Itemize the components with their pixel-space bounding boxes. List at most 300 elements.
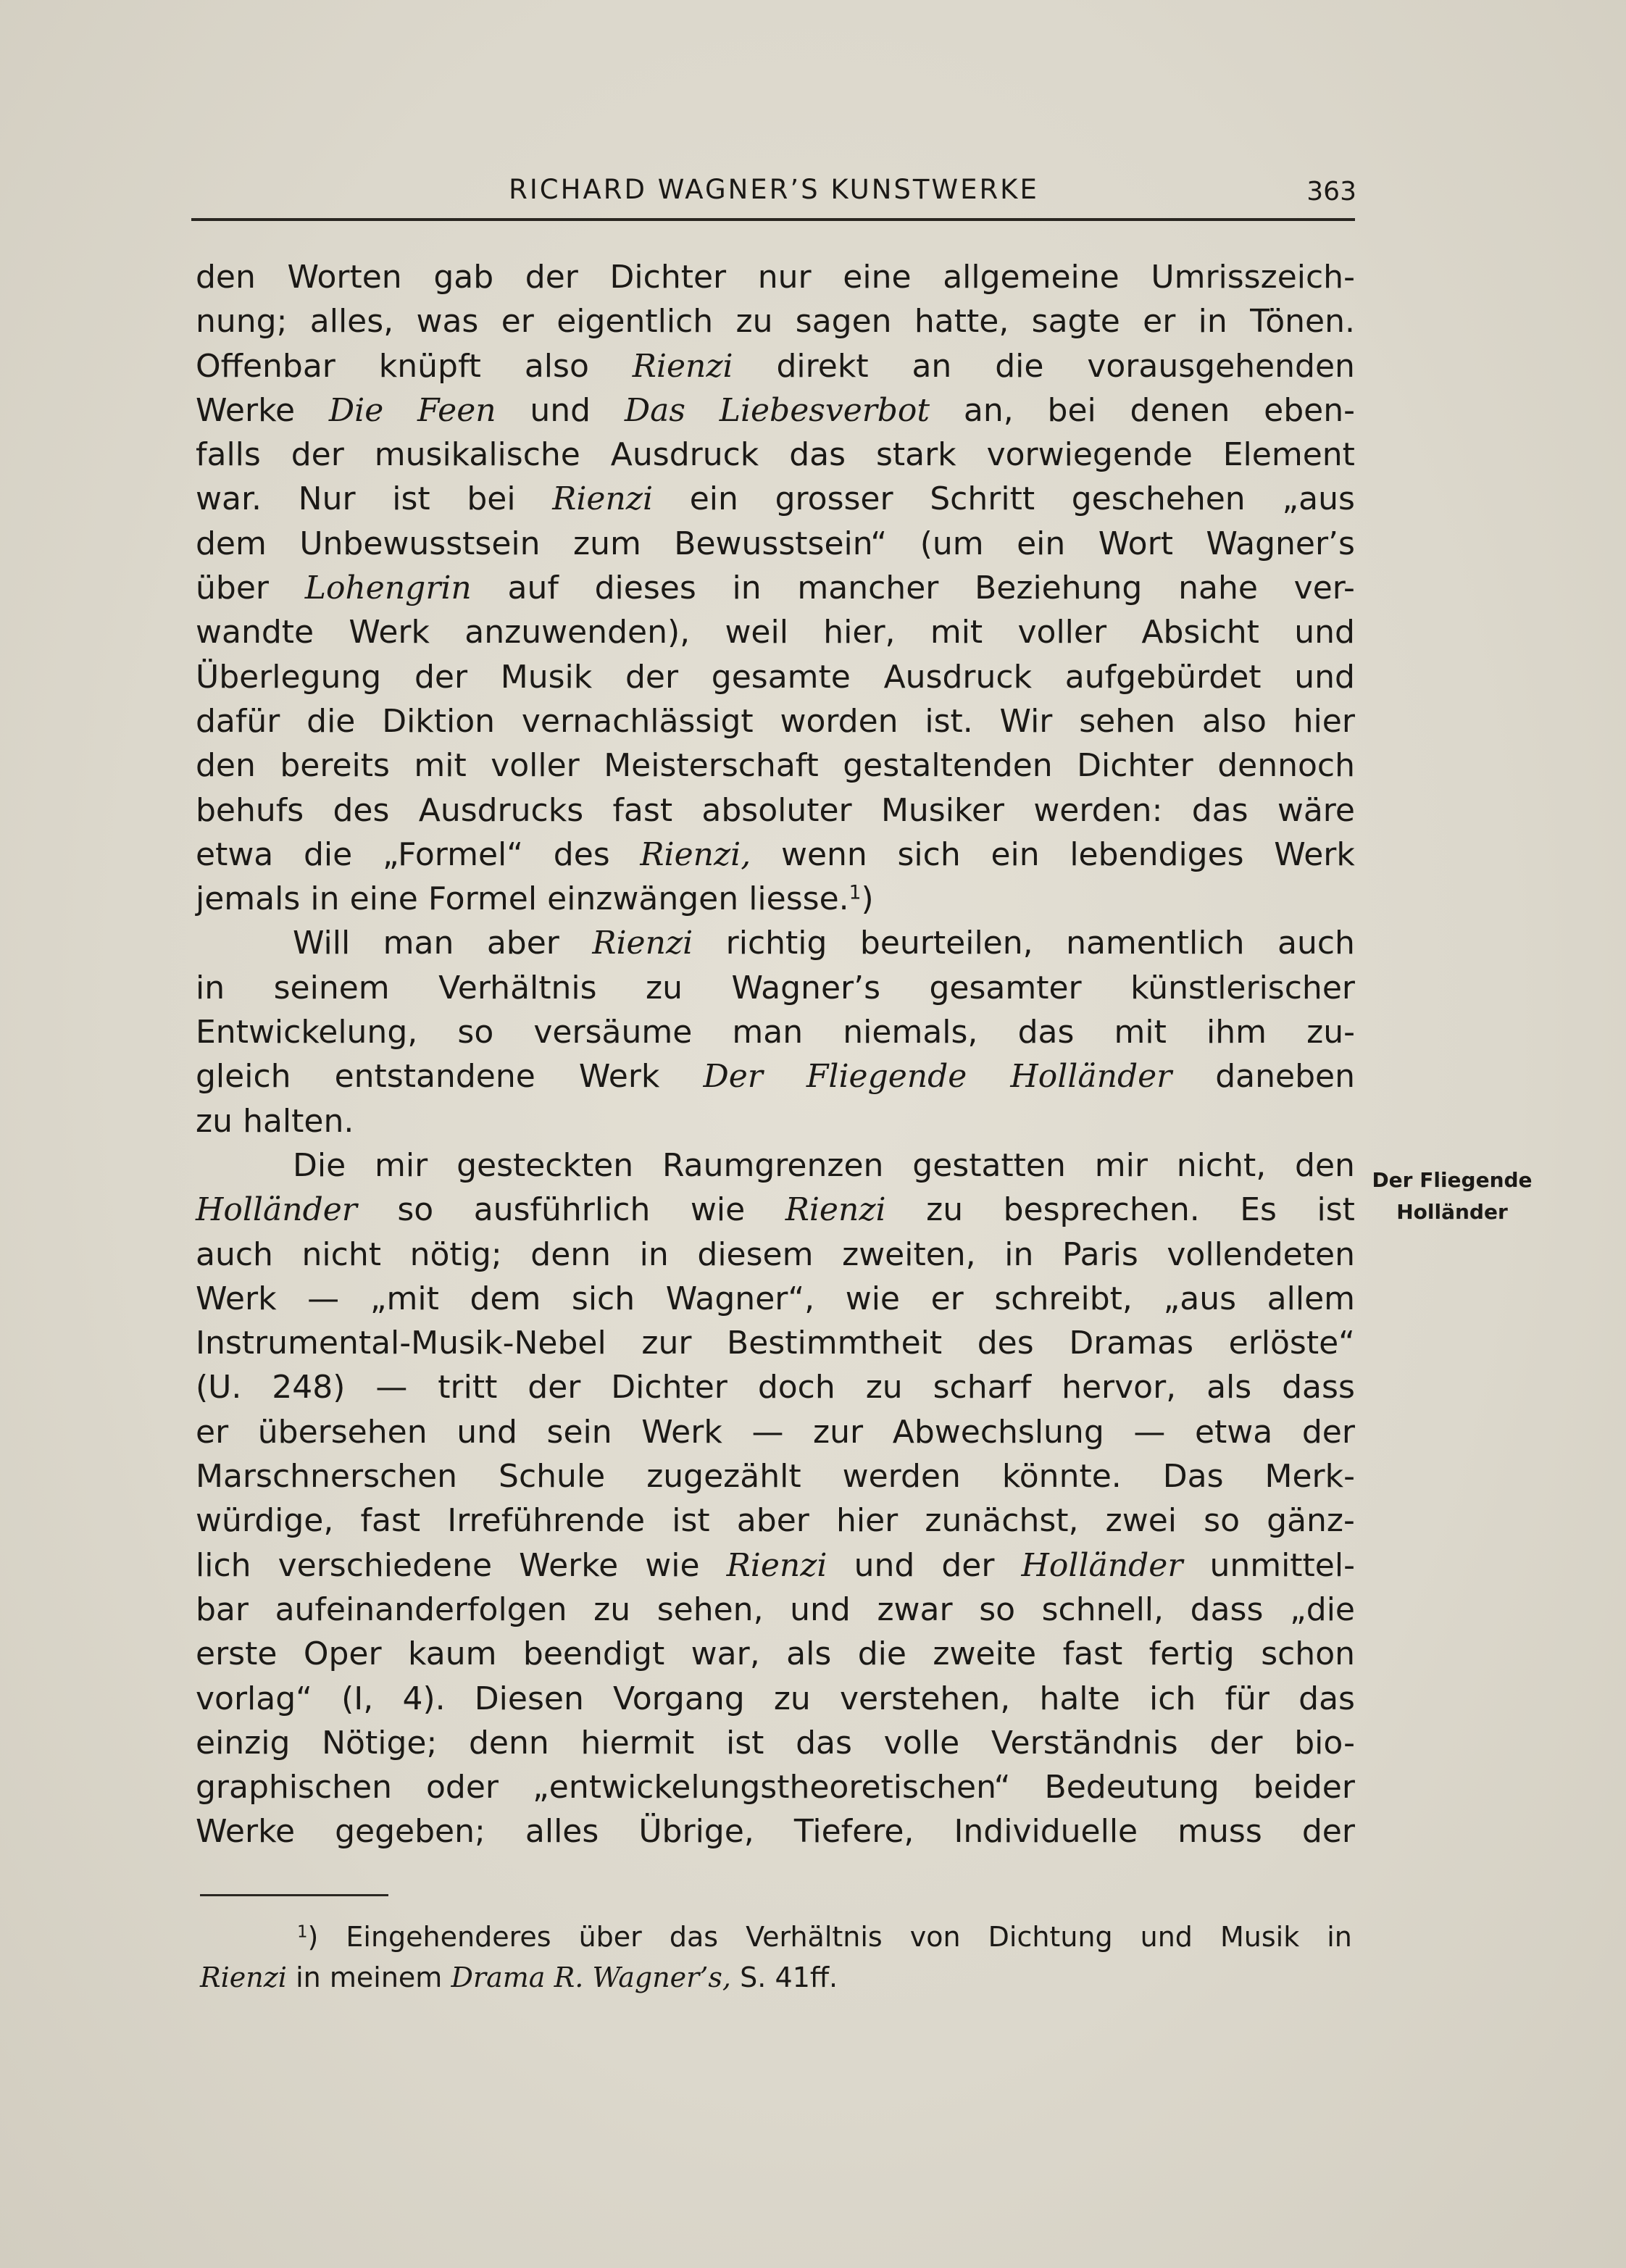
word	[469, 1721, 549, 1765]
text: man	[732, 1014, 804, 1051]
text: so	[979, 1590, 1016, 1628]
word	[758, 1365, 835, 1409]
word	[397, 1188, 433, 1232]
word	[382, 699, 495, 743]
word	[196, 1543, 251, 1588]
text: würdige,	[196, 1502, 334, 1540]
text: falls	[196, 436, 261, 474]
text: allgemeine	[943, 259, 1120, 296]
word	[703, 1054, 762, 1098]
text: alles,	[309, 303, 394, 341]
text: nahe	[1178, 570, 1258, 607]
word	[1000, 699, 1053, 743]
text: zugezählt	[646, 1458, 801, 1496]
text: der	[525, 259, 578, 296]
word	[796, 299, 892, 343]
word	[1293, 699, 1355, 743]
word	[625, 388, 685, 433]
word	[858, 1632, 906, 1676]
word	[666, 1277, 814, 1321]
text: so	[1204, 1502, 1241, 1540]
word	[196, 610, 314, 654]
text: der	[1209, 1724, 1263, 1762]
word	[196, 1588, 249, 1632]
word	[383, 833, 523, 877]
text-line	[196, 655, 1355, 699]
text: ist	[392, 480, 430, 518]
word	[1302, 1809, 1355, 1854]
text-line	[196, 1588, 1355, 1632]
text: und	[1294, 658, 1355, 696]
text: anzuwenden),	[464, 614, 691, 651]
word	[1069, 1321, 1193, 1365]
word	[843, 1454, 961, 1498]
text: Formel	[428, 880, 538, 918]
word	[525, 255, 578, 299]
text-line	[196, 1233, 1355, 1277]
word	[1209, 1543, 1355, 1588]
word	[196, 655, 381, 699]
text: Dichter	[609, 259, 727, 296]
word	[732, 1010, 803, 1054]
word	[758, 255, 812, 299]
word	[640, 833, 751, 877]
text: Entwickelung,	[196, 1014, 418, 1051]
word	[731, 966, 880, 1010]
word	[470, 1277, 541, 1321]
word	[775, 1957, 838, 1998]
italic-text: Liebesverbot	[719, 391, 930, 429]
text: mit	[930, 614, 983, 651]
text: Musik	[1220, 1921, 1300, 1953]
text: in	[732, 570, 762, 607]
text: (I,	[341, 1680, 374, 1717]
word	[322, 1721, 437, 1765]
word	[310, 877, 339, 921]
word	[1033, 788, 1162, 833]
word	[638, 1809, 754, 1854]
word	[1114, 1010, 1167, 1054]
text: des	[333, 791, 390, 829]
text: direkt	[776, 347, 869, 385]
text-line	[196, 1809, 1355, 1854]
word	[842, 1233, 976, 1277]
word	[776, 344, 868, 388]
word	[843, 1010, 977, 1054]
text-line	[196, 1543, 1355, 1588]
word	[299, 522, 540, 566]
word	[843, 255, 911, 299]
text: halte	[1039, 1680, 1120, 1717]
text: —	[307, 1280, 340, 1317]
text: zum	[572, 525, 641, 562]
text-line	[196, 1099, 1355, 1143]
word	[823, 610, 895, 654]
text: etwa	[196, 835, 274, 873]
word	[988, 1917, 1113, 1957]
text: Absicht	[1141, 614, 1259, 651]
page-number: 363	[1306, 177, 1356, 207]
italic-text: Lohengrin	[304, 570, 472, 607]
word	[1164, 1277, 1237, 1321]
word	[491, 743, 580, 788]
text: und	[456, 1413, 517, 1451]
text: namentlich	[1066, 925, 1245, 962]
word	[1167, 1233, 1355, 1277]
word	[196, 1677, 312, 1721]
word	[1149, 1677, 1196, 1721]
word	[293, 921, 350, 965]
word	[691, 1632, 760, 1676]
text: 4).	[402, 1680, 446, 1717]
text: Wagner’s	[731, 969, 881, 1006]
text: etwa	[1194, 1413, 1273, 1451]
text: wenn	[780, 835, 867, 873]
text-line	[196, 299, 1355, 343]
word	[370, 1277, 439, 1321]
text: in	[1327, 1921, 1352, 1953]
word	[196, 1498, 333, 1543]
text: Merk-	[1264, 1458, 1355, 1496]
word	[333, 788, 389, 833]
word	[1317, 1188, 1355, 1232]
word	[196, 788, 304, 833]
text: schon	[1261, 1635, 1355, 1673]
word	[547, 1410, 612, 1454]
text: zweite	[933, 1635, 1037, 1673]
text: vorwiegende	[986, 436, 1193, 474]
word	[794, 1809, 914, 1854]
text: sein	[546, 1413, 612, 1451]
text: das	[789, 436, 846, 474]
text: und	[790, 1590, 851, 1628]
word	[293, 1143, 346, 1188]
text-line	[196, 255, 1355, 299]
text: ver-	[1293, 570, 1355, 607]
text: Ausdruck	[610, 436, 759, 474]
text: mir	[375, 1146, 428, 1184]
word	[299, 477, 356, 521]
text: „aus	[1282, 480, 1355, 518]
text-line	[196, 1010, 1355, 1054]
text: ihm	[1206, 1014, 1267, 1051]
word	[196, 1321, 606, 1365]
word	[1130, 388, 1230, 433]
text: und	[1294, 614, 1355, 651]
text: gesteckten	[456, 1146, 634, 1184]
word	[1294, 610, 1355, 654]
text: die	[995, 347, 1044, 385]
text: ist.	[925, 702, 973, 740]
word	[930, 610, 983, 654]
text-line	[196, 1721, 1355, 1765]
text: Tiefere,	[793, 1813, 914, 1851]
word	[712, 655, 851, 699]
text: bei	[467, 480, 516, 518]
word	[1267, 1277, 1355, 1321]
text-line	[196, 1188, 1355, 1232]
italic-text: Feen	[417, 391, 496, 429]
text: schreibt,	[994, 1280, 1133, 1317]
text-line	[196, 566, 1355, 610]
text: denn	[468, 1724, 549, 1762]
word	[1254, 1765, 1355, 1809]
word	[1177, 1809, 1262, 1854]
text: Nur	[298, 480, 356, 518]
text: ist	[726, 1724, 764, 1762]
text: zu	[926, 1191, 964, 1229]
word	[304, 833, 352, 877]
italic-text: Fliegende	[806, 1058, 967, 1096]
text: behufs	[196, 791, 304, 829]
text: Abwechslung	[892, 1413, 1104, 1451]
word	[641, 1321, 691, 1365]
text: tritt	[438, 1369, 498, 1406]
word	[611, 1365, 727, 1409]
word	[836, 1498, 898, 1543]
word	[383, 921, 454, 965]
word	[860, 921, 1033, 965]
text: der	[1301, 1413, 1355, 1451]
text: Oper	[303, 1635, 382, 1673]
text: Bedeutung	[1044, 1769, 1220, 1806]
word	[881, 788, 1004, 833]
word	[1004, 1233, 1033, 1277]
text: ich	[1149, 1680, 1196, 1717]
word	[196, 1721, 290, 1765]
page-header	[191, 168, 1356, 212]
word	[1010, 1054, 1172, 1098]
word	[1130, 966, 1355, 1010]
word	[196, 388, 295, 433]
word	[451, 1957, 545, 1998]
word	[1282, 1365, 1355, 1409]
text: grosser	[775, 480, 893, 518]
word	[690, 477, 738, 521]
word	[725, 610, 788, 654]
text: der	[625, 658, 679, 696]
text: eben-	[1264, 391, 1355, 429]
text-line	[196, 610, 1355, 654]
text: wie	[690, 1191, 746, 1229]
word	[780, 699, 898, 743]
text: für	[1225, 1680, 1269, 1717]
text: dass	[1282, 1369, 1355, 1406]
text: des	[977, 1325, 1034, 1362]
word	[1163, 1454, 1224, 1498]
text: an,	[963, 391, 1014, 429]
word	[1327, 1917, 1352, 1957]
text: mit	[414, 747, 467, 785]
italic-text: Holländer	[1010, 1058, 1172, 1096]
text: sagte	[1031, 303, 1120, 341]
italic-text: Rienzi	[785, 1191, 886, 1229]
text: hervor,	[1062, 1369, 1177, 1406]
text: Verhältnis	[438, 969, 597, 1006]
word	[280, 743, 390, 788]
text-line	[196, 1454, 1355, 1498]
word	[884, 655, 1033, 699]
word	[1191, 1588, 1264, 1632]
word	[1204, 1498, 1240, 1543]
word	[522, 699, 754, 743]
text: hier	[836, 1502, 899, 1540]
text-line	[196, 477, 1355, 521]
word	[1198, 299, 1227, 343]
text-line	[196, 699, 1355, 743]
word	[1290, 1588, 1355, 1632]
word	[781, 833, 867, 877]
word	[375, 1143, 428, 1188]
word	[428, 877, 537, 921]
word	[796, 1721, 852, 1765]
text: hiermit	[580, 1724, 695, 1762]
word	[243, 1099, 354, 1143]
word	[307, 699, 355, 743]
text: Paris	[1062, 1235, 1138, 1273]
text: gesamter	[929, 969, 1082, 1006]
text: das	[1298, 1680, 1355, 1717]
word	[1087, 344, 1355, 388]
text: auch	[196, 1235, 273, 1273]
text: Musiker	[880, 791, 1005, 829]
text: besprechen.	[1003, 1191, 1200, 1229]
word	[933, 1365, 1032, 1409]
text: Werke	[196, 391, 296, 429]
word	[196, 344, 335, 388]
text: oder	[425, 1769, 499, 1806]
word	[1062, 1233, 1138, 1277]
italic-text: Drama	[451, 1961, 546, 1993]
word	[307, 1277, 339, 1321]
text: vorausgehenden	[1087, 347, 1355, 385]
italic-text: Holländer	[196, 1191, 357, 1229]
text: dieses	[594, 570, 696, 607]
word	[610, 255, 727, 299]
text: Tönen.	[1250, 303, 1355, 341]
word	[547, 877, 738, 921]
word	[1277, 921, 1355, 965]
text: aufeinanderfolgen	[275, 1590, 567, 1628]
text: )	[861, 880, 874, 918]
word	[1098, 522, 1173, 566]
text: ist	[672, 1502, 710, 1540]
text: Wagner’s	[1206, 525, 1355, 562]
text: ist	[1317, 1191, 1355, 1229]
word	[674, 522, 887, 566]
word	[785, 1188, 886, 1232]
text: einzwängen	[547, 880, 739, 918]
text: Ausdruck	[883, 658, 1033, 696]
italic-text: Rienzi	[632, 347, 733, 385]
word	[641, 1410, 722, 1454]
word	[278, 1543, 492, 1588]
word	[1267, 1498, 1355, 1543]
word	[1206, 522, 1355, 566]
word	[1282, 477, 1355, 521]
text: Instrumental-Musik-Nebel	[196, 1325, 606, 1362]
word	[1217, 743, 1355, 788]
word	[670, 1917, 718, 1957]
word	[296, 1957, 321, 1998]
word	[196, 699, 280, 743]
text: also	[524, 347, 589, 385]
word	[786, 1632, 831, 1676]
word	[995, 344, 1043, 388]
text: jemals	[196, 880, 301, 918]
word	[691, 1188, 745, 1232]
text: das	[669, 1921, 719, 1953]
text: der	[1301, 1813, 1355, 1851]
text: wie	[645, 1546, 700, 1584]
text: Werke	[196, 1813, 296, 1851]
word	[274, 966, 390, 1010]
text: den	[196, 747, 256, 785]
text: bio-	[1294, 1724, 1355, 1762]
text: zu	[646, 969, 683, 1006]
text-line	[196, 1765, 1355, 1809]
word	[457, 1010, 493, 1054]
word	[464, 610, 690, 654]
text: 248)	[272, 1369, 346, 1406]
word	[813, 1410, 863, 1454]
text: 41ff.	[775, 1961, 838, 1993]
text: zu	[735, 303, 773, 341]
text: Übrige,	[638, 1813, 754, 1851]
word	[1264, 388, 1355, 433]
word	[612, 788, 672, 833]
text: gesamte	[711, 658, 851, 696]
italic-text: Rienzi	[200, 1961, 287, 1993]
italic-text: R.	[554, 1961, 584, 1993]
word	[789, 433, 846, 477]
text: „Formel“	[382, 835, 524, 873]
word	[525, 344, 589, 388]
word	[1072, 477, 1246, 521]
word	[1039, 1677, 1120, 1721]
word	[1143, 299, 1175, 343]
text: Wort	[1098, 525, 1173, 562]
text: absoluter	[701, 791, 852, 829]
word	[196, 1765, 392, 1809]
word	[258, 1410, 428, 1454]
text-line	[196, 1677, 1355, 1721]
word	[456, 1410, 517, 1454]
word	[310, 299, 393, 343]
word	[977, 1321, 1034, 1365]
text: Dichtung	[988, 1921, 1113, 1953]
word	[196, 522, 267, 566]
word	[876, 433, 956, 477]
word	[402, 1677, 445, 1721]
text-line	[196, 1365, 1355, 1409]
text: )	[307, 1921, 319, 1953]
word	[554, 1957, 584, 1998]
footnote-rule	[200, 1894, 388, 1896]
text: Offenbar	[196, 347, 335, 385]
word	[645, 1543, 699, 1588]
text-line	[196, 743, 1355, 788]
text: liesse.	[749, 880, 849, 918]
word	[552, 477, 653, 521]
word	[701, 788, 851, 833]
text: fast	[360, 1502, 421, 1540]
text: von	[909, 1921, 961, 1953]
text: künstlerischer	[1130, 969, 1355, 1006]
text: war.	[196, 480, 262, 518]
text: das	[1191, 791, 1248, 829]
word	[662, 1143, 883, 1188]
